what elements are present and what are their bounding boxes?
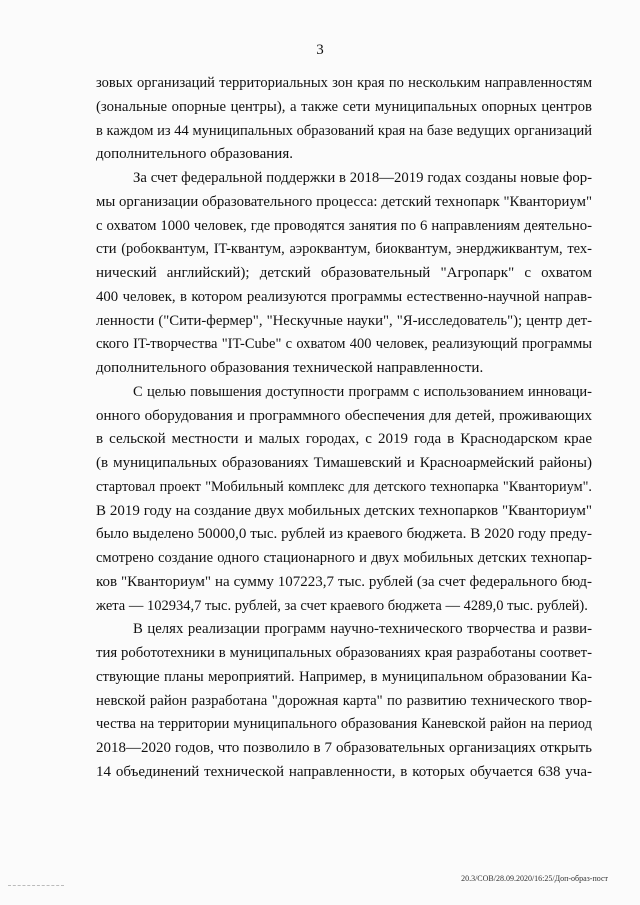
document-footer-code: 20.3/СОВ/28.09.2020/16:25/Доп-образ-пост [461, 874, 608, 883]
text-line: было выделено 50000,0 тыс. рублей из краевого бюджета. В 2020 году преду- [96, 526, 592, 543]
scan-artifact [8, 885, 64, 886]
text-line: невской район разработана "дорожная карта" по развитию технического твор- [96, 692, 592, 709]
text-line: За счет федеральной поддержки в 2018—2019 годах созданы новые фор- [133, 170, 592, 186]
text-line: (зональные опорные центры), а также сети муниципальных опорных центров [96, 98, 592, 115]
text-line: ского IT-творчества "IT-Cube" с охватом 400 человек, реализующий программы [96, 336, 592, 353]
text-line: нический английский); детский образовательный "Агропарк" с охватом [96, 265, 592, 281]
text-line: дополнительного образования. [96, 146, 293, 163]
text-line: в сельской местности и малых городах, с 2019 года в Краснодарском крае [96, 431, 592, 448]
text-line: дополнительного образования технической направленности. [96, 360, 484, 376]
text-line: 14 объединений технической направленности, в которых обучается 638 уча- [96, 763, 592, 780]
text-line: жета — 102934,7 тыс. рублей, за счет краевого бюджета — 4289,0 тыс. рублей). [96, 597, 588, 614]
body-text [96, 72, 592, 785]
text-line: онного оборудования и программного обеспечения для детей, проживающих [96, 407, 592, 424]
text-line: сти (робоквантум, IT-квантум, аэроквантум, биоквантум, энерджиквантум, тех- [96, 241, 592, 258]
text-line: В целях реализации программ научно-технического творчества и разви- [133, 621, 592, 638]
text-line: ствующие планы мероприятий. Например, в муниципальном образовании Ка- [96, 668, 592, 685]
page-number: 3 [316, 42, 324, 58]
text-line: стартовал проект "Мобильный комплекс для детского технопарка "Кванториум". [96, 478, 592, 495]
text-line: в каждом из 44 муниципальных образований края на базе ведущих организаций [96, 122, 592, 139]
text-line: 2018—2020 годов, что позволило в 7 образовательных организациях открыть [96, 740, 592, 756]
text-line: чества на территории муниципального образования Каневской район на период [96, 716, 592, 733]
text-line: смотрено создание одного стационарного и двух мобильных детских технопар- [96, 550, 592, 566]
text-line: ков "Кванториум" на сумму 107223,7 тыс. рублей (за счет федерального бюд- [96, 573, 592, 590]
text-line: мы организации образовательного процесса: детский технопарк "Кванториум" [96, 193, 592, 210]
text-line: ленности ("Сити-фермер", "Нескучные науки", "Я-исследователь"); центр дет- [96, 312, 592, 329]
text-line: С целью повышения доступности программ с использованием инноваци- [133, 383, 592, 400]
text-line: с охватом 1000 человек, где проводятся занятия по 6 направлениям деятельно- [96, 217, 592, 234]
text-line: зовых организаций территориальных зон края по нескольким направленностям [96, 75, 592, 91]
text-line: 400 человек, в котором реализуются программы естественно-научной направ- [96, 288, 592, 305]
text-line: В 2019 году на создание двух мобильных детских технопарков "Кванториум" [96, 502, 592, 519]
text-line: тия робототехники в муниципальных образованиях края разработаны соответ- [96, 645, 592, 661]
text-line: (в муниципальных образованиях Тимашевский и Красноармейский районы) [96, 455, 592, 471]
